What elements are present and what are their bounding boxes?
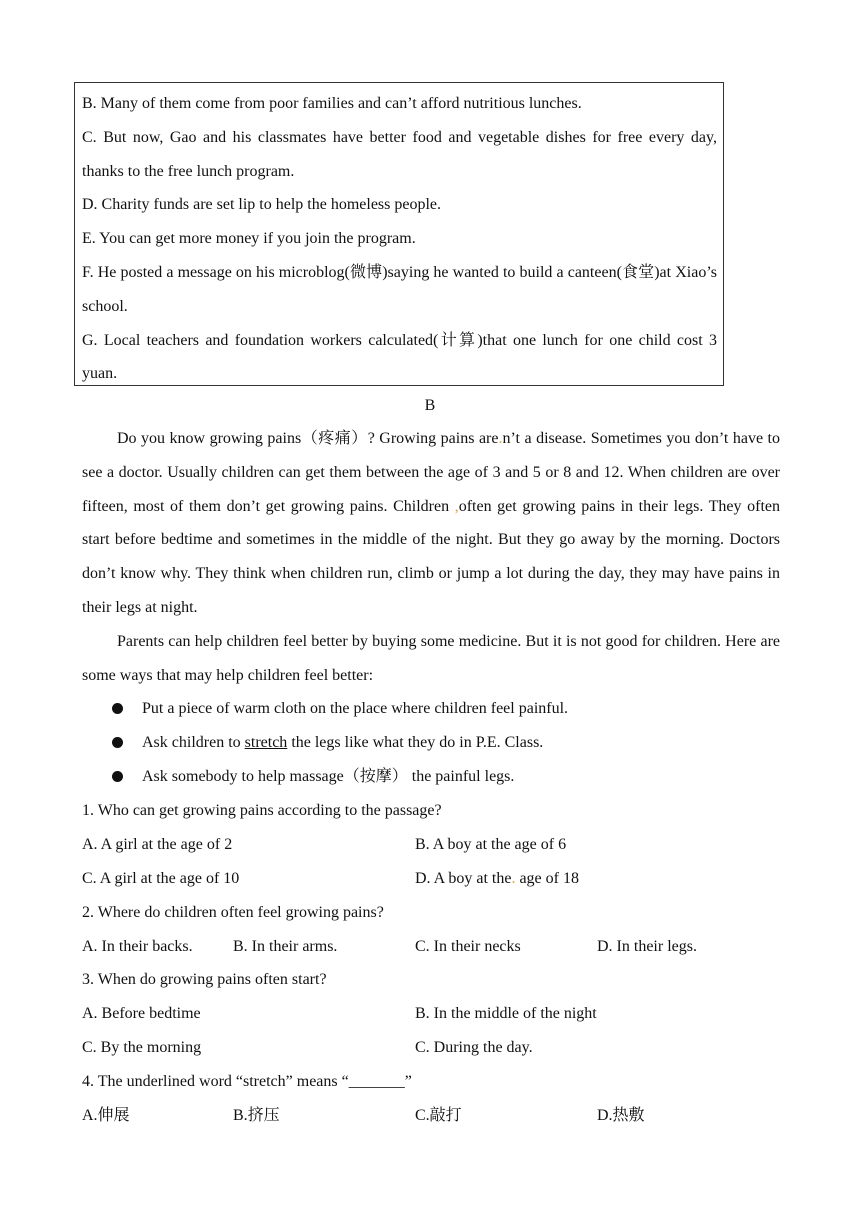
passage-p1-part-c: often get growing pains in their legs. They often start before bedtime and sometimes in the middle of the night. But they go away by the morning. Doctors don’t know why. They think when children run, climb or jump a lot during the day, they may have pains in their legs at night. — [82, 497, 781, 616]
question-3-option-b: B. In the middle of the night — [415, 1005, 597, 1022]
tip-text: Put a piece of warm cloth on the place where children feel painful. — [142, 700, 569, 717]
question-2-stem: 2. Where do children often feel growing pains? — [82, 904, 384, 921]
editor-mark-dot: . — [498, 430, 503, 447]
passage-paragraph-1 — [82, 422, 780, 625]
underlined-word: stretch — [244, 733, 288, 751]
question-4-option-c: C.敲打 — [415, 1107, 462, 1124]
option-d-part-2: age of 18 — [519, 870, 579, 887]
question-3-option-d: C. During the day. — [415, 1039, 533, 1056]
editor-mark-comma: , — [454, 497, 459, 515]
passage-paragraph-2: Parents can help children feel better by buying some medicine. But it is not good for children. Here are some ways that may help children feel better: — [82, 633, 780, 684]
box-option-c: C. But now, Gao and his classmates have better food and vegetable dishes for free every day, thanks to the free lunch program. — [82, 128, 717, 180]
box-option-g: G. Local teachers and foundation workers calculated(计算)that one lunch for one child cost 3 yuan. — [82, 331, 717, 383]
tip-text-pre: Ask children to — [142, 733, 245, 751]
question-1-option-a: A. A girl at the age of 2 — [82, 836, 233, 853]
question-4-option-a: A.伸展 — [82, 1107, 130, 1124]
question-2-option-a: A. In their backs. — [82, 938, 193, 955]
options-box — [74, 82, 724, 386]
bullet-dot-icon — [112, 771, 123, 782]
passage-p1-part-b: n’t a disease. Sometimes you don’t have to see a doctor. Usually children can get them between the age of 3 and 5 or 8 and 12. When children are over fifteen, most of them don’t get growing pains. Children — [82, 430, 780, 515]
question-4-option-d: D.热敷 — [597, 1107, 645, 1124]
editor-mark-dot: . — [511, 870, 516, 887]
question-2-option-d: D. In their legs. — [597, 938, 697, 955]
tip-item — [110, 692, 780, 726]
tip-item — [110, 760, 780, 794]
question-3-stem: 3. When do growing pains often start? — [82, 971, 327, 988]
tip-text-post: the legs like what they do in P.E. Class. — [287, 733, 544, 751]
box-option-e: E. You can get more money if you join the program. — [82, 230, 416, 248]
tip-text: Ask somebody to help massage（按摩） the painful legs. — [142, 767, 515, 785]
question-2-option-c: C. In their necks — [415, 938, 521, 955]
question-3-option-a: A. Before bedtime — [82, 1005, 201, 1022]
bullet-dot-icon — [112, 703, 123, 714]
question-1-option-d — [415, 869, 579, 889]
passage-p1-part-a: Do you know growing pains（疼痛）? Growing pains are — [117, 430, 499, 447]
question-3-option-c: C. By the morning — [82, 1039, 202, 1056]
question-2-option-b: B. In their arms. — [233, 938, 338, 955]
question-1-stem: 1. Who can get growing pains according to the passage? — [82, 802, 442, 819]
bullet-dot-icon — [112, 737, 123, 748]
section-title: B — [424, 397, 436, 414]
question-4-stem: 4. The underlined word “stretch” means “_______” — [82, 1073, 412, 1090]
option-d-part-1: D. A boy at the — [415, 870, 512, 887]
question-1-option-b: B. A boy at the age of 6 — [415, 836, 567, 853]
box-option-b: B. Many of them come from poor families and can’t afford nutritious lunches. — [82, 95, 582, 112]
tip-item — [110, 726, 780, 760]
tips-list — [110, 692, 780, 793]
question-1-option-c: C. A girl at the age of 10 — [82, 870, 240, 887]
question-4-option-b: B.挤压 — [233, 1107, 280, 1124]
box-option-d: D. Charity funds are set lip to help the homeless people. — [82, 196, 442, 214]
box-option-f: F. He posted a message on his microblog(微博)saying he wanted to build a canteen(食堂)at Xiao’s school. — [82, 263, 717, 315]
